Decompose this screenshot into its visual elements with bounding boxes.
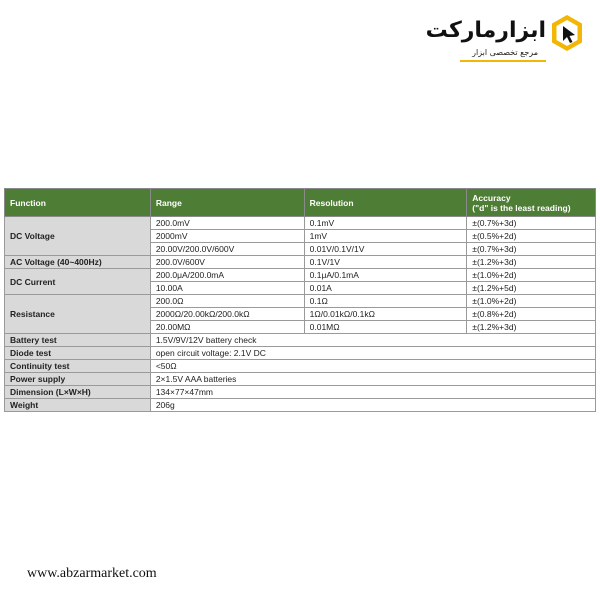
function-ac-voltage: AC Voltage (40~400Hz) [5, 256, 151, 269]
function-weight: Weight [5, 399, 151, 412]
logo-subtitle: مرجع تخصصی ابزار [472, 48, 538, 57]
table-row [5, 256, 596, 269]
function-resistance: Resistance [5, 295, 151, 334]
header-resolution: Resolution [304, 189, 467, 217]
function-dimension: Dimension (L×W×H) [5, 386, 151, 399]
header-range: Range [150, 189, 304, 217]
table-row [5, 334, 596, 347]
range-cell: 2000mV [150, 230, 304, 243]
function-battery-test: Battery test [5, 334, 151, 347]
table-row [5, 347, 596, 360]
table-header-row [5, 189, 596, 217]
table-row [5, 386, 596, 399]
header-accuracy-note: ("d" is the least reading) [472, 202, 571, 213]
range-cell: 10.00A [150, 282, 304, 295]
spec-value: 2×1.5V AAA batteries [150, 373, 595, 386]
spec-value: 134×77×47mm [150, 386, 595, 399]
function-dc-current: DC Current [5, 269, 151, 295]
function-diode-test: Diode test [5, 347, 151, 360]
accuracy-cell: ±(0.8%+2d) [467, 308, 596, 321]
accuracy-cell: ±(1.2%+3d) [467, 321, 596, 334]
accuracy-cell: ±(1.2%+5d) [467, 282, 596, 295]
brand-logo [425, 12, 586, 64]
header-function: Function [5, 189, 151, 217]
resolution-cell: 0.01A [304, 282, 467, 295]
header-accuracy-title: Accuracy [472, 192, 511, 203]
accuracy-cell: ±(1.0%+2d) [467, 269, 596, 282]
spec-value: 1.5V/9V/12V battery check [150, 334, 595, 347]
range-cell: 200.0μA/200.0mA [150, 269, 304, 282]
table-row [5, 269, 596, 282]
table-row [5, 373, 596, 386]
resolution-cell: 0.01MΩ [304, 321, 467, 334]
function-continuity-test: Continuity test [5, 360, 151, 373]
resolution-cell: 0.1Ω [304, 295, 467, 308]
table-row [5, 360, 596, 373]
range-cell: 2000Ω/20.00kΩ/200.0kΩ [150, 308, 304, 321]
accuracy-cell: ±(1.0%+2d) [467, 295, 596, 308]
function-dc-voltage: DC Voltage [5, 217, 151, 256]
logo-underline [460, 60, 546, 62]
cursor-arrow-icon [548, 14, 586, 52]
range-cell: 200.0V/600V [150, 256, 304, 269]
accuracy-cell: ±(1.2%+3d) [467, 256, 596, 269]
spec-value: 206g [150, 399, 595, 412]
range-cell: 20.00MΩ [150, 321, 304, 334]
range-cell: 200.0mV [150, 217, 304, 230]
resolution-cell: 0.1μA/0.1mA [304, 269, 467, 282]
resolution-cell: 1mV [304, 230, 467, 243]
accuracy-cell: ±(0.7%+3d) [467, 243, 596, 256]
spec-table [4, 188, 596, 412]
accuracy-cell: ±(0.5%+2d) [467, 230, 596, 243]
logo-title: ابزارمارکت [425, 18, 546, 43]
range-cell: 200.0Ω [150, 295, 304, 308]
spec-value: <50Ω [150, 360, 595, 373]
resolution-cell: 0.1mV [304, 217, 467, 230]
website-url: www.abzarmarket.com [27, 566, 157, 581]
accuracy-cell: ±(0.7%+3d) [467, 217, 596, 230]
resolution-cell: 0.1V/1V [304, 256, 467, 269]
range-cell: 20.00V/200.0V/600V [150, 243, 304, 256]
function-power-supply: Power supply [5, 373, 151, 386]
spec-value: open circuit voltage: 2.1V DC [150, 347, 595, 360]
table-row [5, 295, 596, 308]
resolution-cell: 1Ω/0.01kΩ/0.1kΩ [304, 308, 467, 321]
header-accuracy [467, 189, 596, 217]
resolution-cell: 0.01V/0.1V/1V [304, 243, 467, 256]
table-row [5, 399, 596, 412]
table-row [5, 217, 596, 230]
